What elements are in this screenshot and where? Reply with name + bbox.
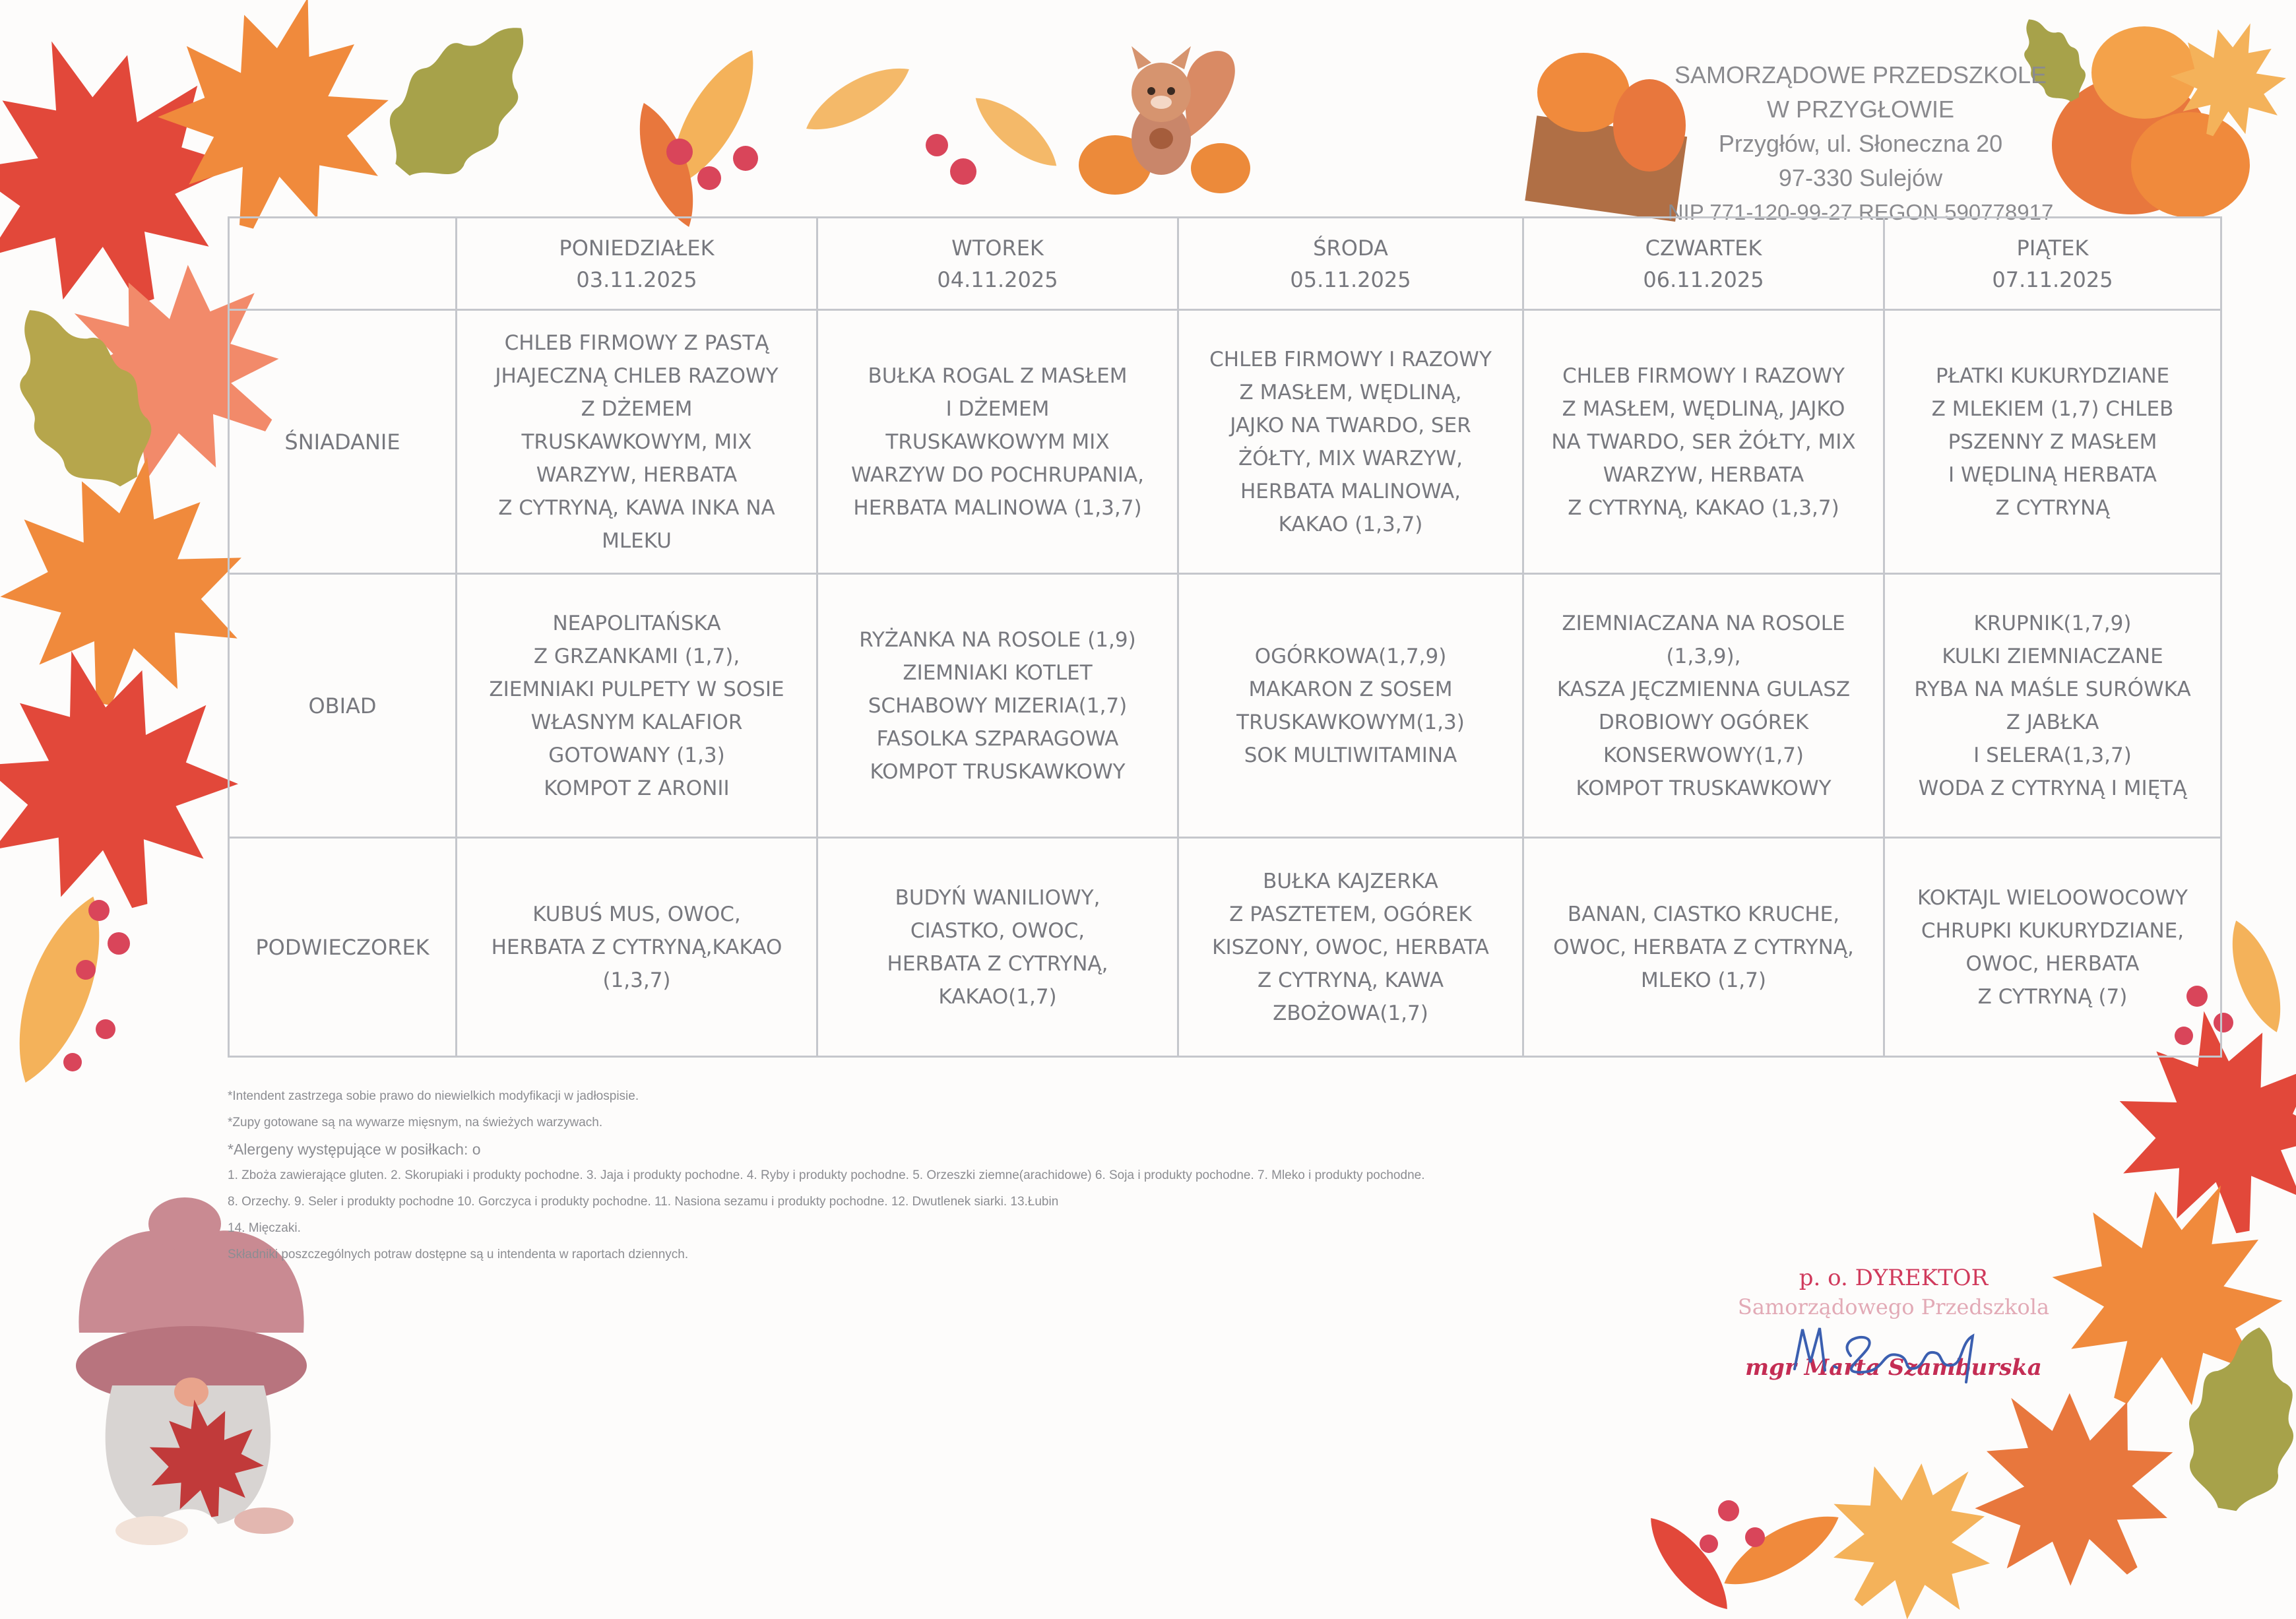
day-header: WTOREK 04.11.2025	[817, 218, 1178, 310]
allergen-list-line: 8. Orzechy. 9. Seler i produkty pochodne 10. Gorczyca i produkty pochodne. 11. Nasiona sezamu i produkty pochodne. 12. Dwutlenek siarki. 13.Łubin	[228, 1195, 1059, 1209]
menu-cell: BANAN, CIASTKO KRUCHE, OWOC, HERBATA Z CYTRYNĄ, MLEKO (1,7)	[1523, 838, 1884, 1057]
day-header: PIĄTEK 07.11.2025	[1884, 218, 2221, 310]
table-row	[229, 838, 2221, 1057]
signature-role: p. o. DYREKTOR	[1799, 1265, 1989, 1291]
day-header: CZWARTEK 06.11.2025	[1523, 218, 1884, 310]
day-header: PONIEDZIAŁEK 03.11.2025	[457, 218, 817, 310]
header-row	[229, 218, 2221, 310]
table-row	[229, 310, 2221, 574]
institution-location: W PRZYGŁOWIE	[1766, 96, 1954, 123]
signature-name: mgr Marta Szamburska	[1745, 1354, 2042, 1381]
menu-cell: BUŁKA ROGAL Z MASŁEM I DŻEMEM TRUSKAWKOWYM MIX WARZYW DO POCHRUPANIA, HERBATA MALINOWA (1,3,7)	[817, 310, 1178, 574]
table-row	[229, 574, 2221, 838]
footnote-allergens-title: *Alergeny występujące w posiłkach: o	[228, 1141, 481, 1158]
menu-cell: KOKTAJL WIELOOWOCOWY CHRUPKI KUKURYDZIANE, OWOC, HERBATA Z CYTRYNĄ (7)	[1884, 838, 2221, 1057]
meal-label: ŚNIADANIE	[229, 310, 457, 574]
menu-cell: PŁATKI KUKURYDZIANE Z MLEKIEM (1,7) CHLEB PSZENNY Z MASŁEM I WĘDLINĄ HERBATA Z CYTRYNĄ	[1884, 310, 2221, 574]
footnote-soups: *Zupy gotowane są na wywarze mięsnym, na świeżych warzywach.	[228, 1116, 603, 1129]
institution-name: SAMORZĄDOWE PRZEDSZKOLE	[1674, 61, 2047, 88]
menu-footnotes	[228, 1083, 1943, 1268]
allergen-list-line: 1. Zboża zawierające gluten. 2. Skorupiaki i produkty pochodne. 3. Jaja i produkty pochodne. 4. Ryby i produkty pochodne. 5. Orzeszki ziemne(arachidowe) 6. Soja i produkty pochodne. 7. Mleko i produkty pochodne.	[228, 1168, 1425, 1182]
menu-cell: ZIEMNIACZANA NA ROSOLE (1,3,9), KASZA JĘCZMIENNA GULASZ DROBIOWY OGÓREK KONSERWOWY(1,7) KOMPOT TRUSKAWKOWY	[1523, 574, 1884, 838]
meal-label: OBIAD	[229, 574, 457, 838]
meal-label: PODWIECZOREK	[229, 838, 457, 1057]
institution-stamp	[1623, 58, 2098, 230]
day-header: ŚRODA 05.11.2025	[1178, 218, 1523, 310]
address-postal: 97-330 Sulejów	[1778, 164, 1943, 191]
signature-institution: Samorządowego Przedszkola	[1737, 1294, 2050, 1319]
menu-cell: CHLEB FIRMOWY Z PASTĄ JHAJECZNĄ CHLEB RAZOWY Z DŻEMEM TRUSKAWKOWYM, MIX WARZYW, HERBATA Z CYTRYNĄ, KAWA INKA NA MLEKU	[457, 310, 817, 574]
menu-cell: RYŻANKA NA ROSOLE (1,9) ZIEMNIAKI KOTLET SCHABOWY MIZERIA(1,7) FASOLKA SZPARAGOWA KOMPOT TRUSKAWKOWY	[817, 574, 1178, 838]
allergen-list-line: 14. Mięczaki.	[228, 1221, 301, 1235]
menu-cell: KRUPNIK(1,7,9) KULKI ZIEMNIACZANE RYBA NA MAŚLE SURÓWKA Z JABŁKA I SELERA(1,3,7) WODA Z CYTRYNĄ I MIĘTĄ	[1884, 574, 2221, 838]
squirrel-icon	[1079, 46, 1250, 195]
menu-cell: BUŁKA KAJZERKA Z PASZTETEM, OGÓREK KISZONY, OWOC, HERBATA Z CYTRYNĄ, KAWA ZBOŻOWA(1,7)	[1178, 838, 1523, 1057]
menu-cell: CHLEB FIRMOWY I RAZOWY Z MASŁEM, WĘDLINĄ, JAJKO NA TWARDO, SER ŻÓŁTY, MIX WARZYW, HERBATA Z CYTRYNĄ, KAKAO (1,3,7)	[1523, 310, 1884, 574]
registration-numbers: NIP 771-120-99-27 REGON 590778917	[1667, 200, 2054, 224]
corner-cell	[229, 218, 457, 310]
menu-cell: OGÓRKOWA(1,7,9) MAKARON Z SOSEM TRUSKAWKOWYM(1,3) SOK MULTIWITAMINA	[1178, 574, 1523, 838]
address-street: Przygłów, ul. Słoneczna 20	[1718, 130, 2003, 157]
handwritten-signature-icon	[1788, 1310, 1999, 1389]
menu-cell: KUBUŚ MUS, OWOC, HERBATA Z CYTRYNĄ,KAKAO (1,3,7)	[457, 838, 817, 1057]
menu-cell: CHLEB FIRMOWY I RAZOWY Z MASŁEM, WĘDLINĄ, JAJKO NA TWARDO, SER ŻÓŁTY, MIX WARZYW, HERBATA MALINOWA, KAKAO (1,3,7)	[1178, 310, 1523, 574]
director-signature-block	[1689, 1263, 2098, 1387]
weekly-menu-table	[228, 216, 2222, 1058]
footnote-modifications: *Intendent zastrzega sobie prawo do niewielkich modyfikacji w jadłospisie.	[228, 1089, 639, 1103]
menu-cell: NEAPOLITAŃSKA Z GRZANKAMI (1,7), ZIEMNIAKI PULPETY W SOSIE WŁASNYM KALAFIOR GOTOWANY (1,3) KOMPOT Z ARONII	[457, 574, 817, 838]
footnote-ingredients: Składniki poszczególnych potraw dostępne są u intendenta w raportach dziennych.	[228, 1248, 689, 1261]
menu-cell: BUDYŃ WANILIOWY, CIASTKO, OWOC, HERBATA Z CYTRYNĄ, KAKAO(1,7)	[817, 838, 1178, 1057]
